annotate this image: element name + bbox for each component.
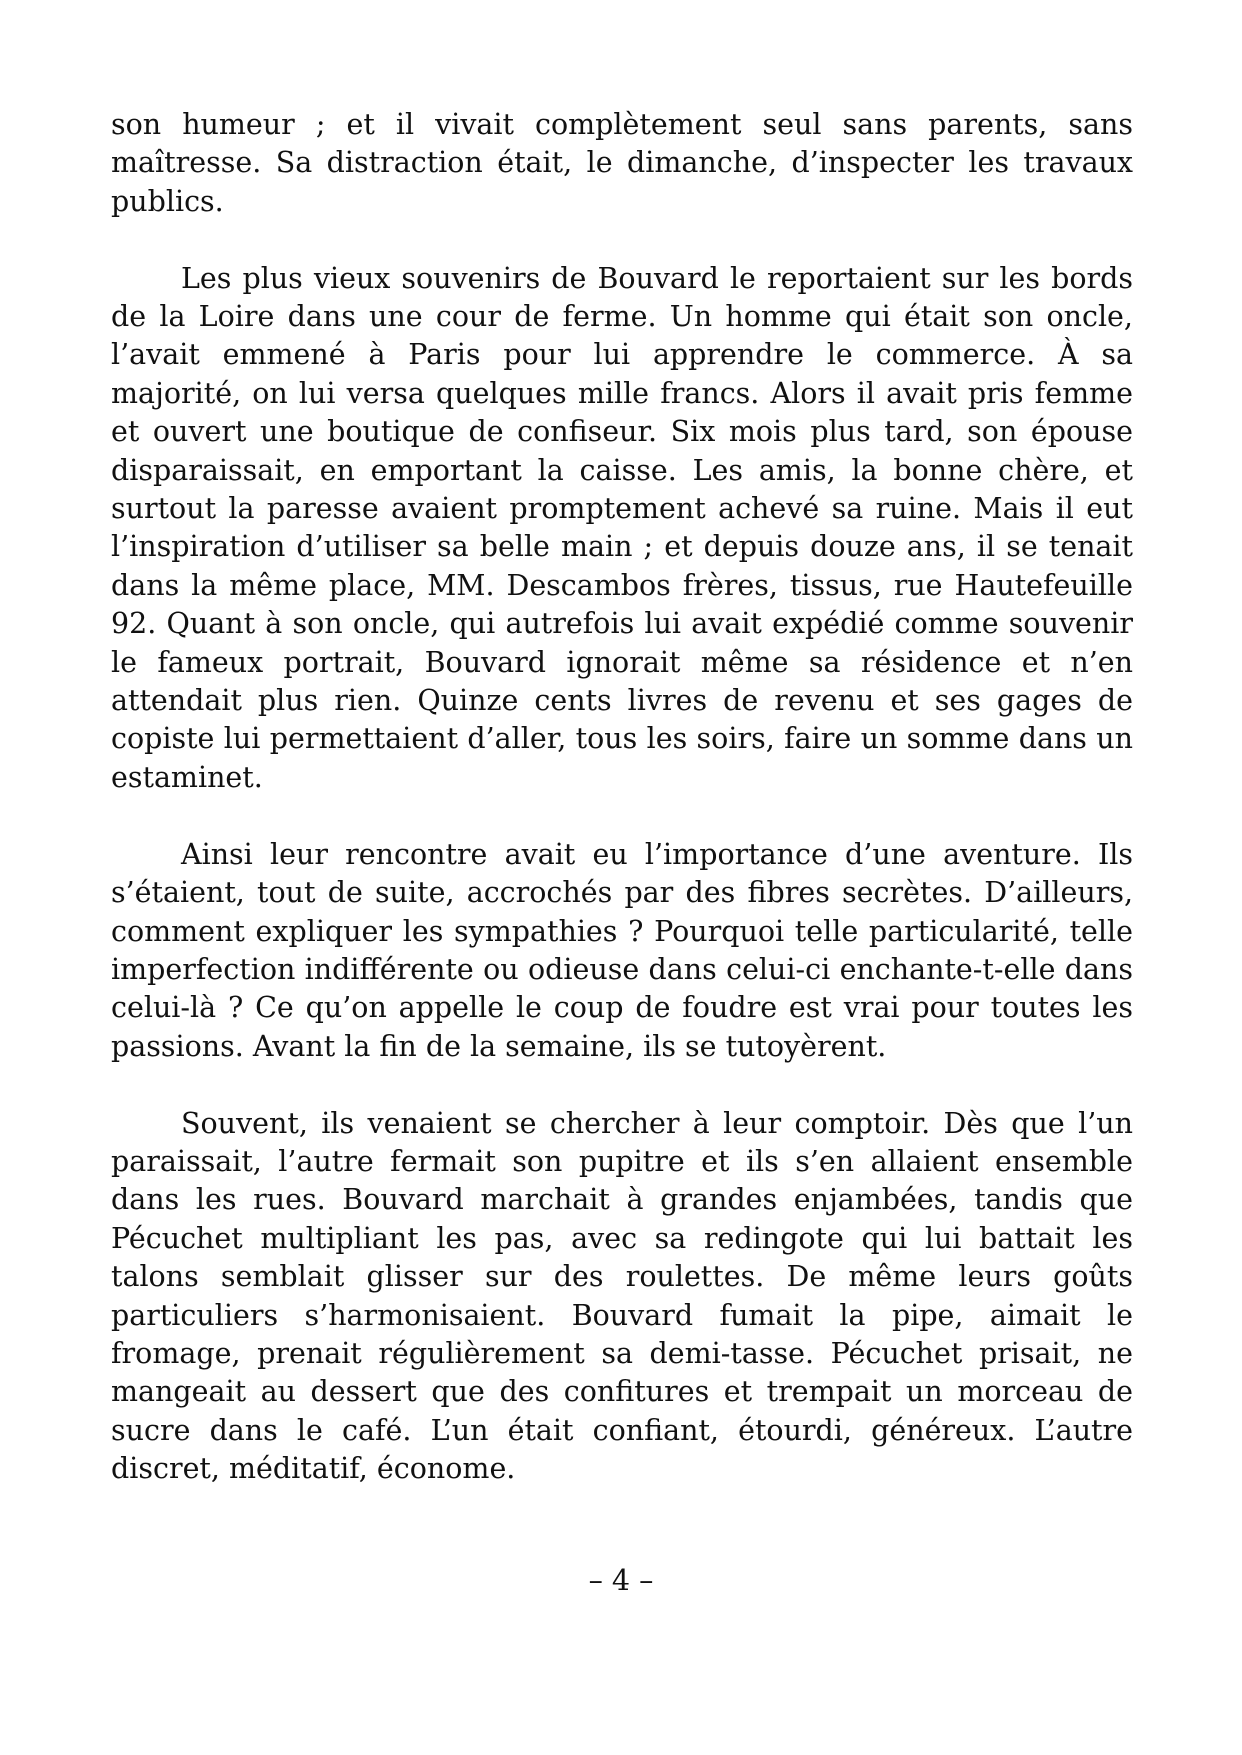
paragraph-1: son humeur ; et il vivait complètement seul sans parents, sans maîtresse. Sa distraction était, le dimanche, d’inspecter les travaux publics.: [111, 108, 1133, 218]
body-text: [111, 106, 1133, 1489]
paragraph-3: Ainsi leur rencontre avait eu l’importance d’une aventure. Ils s’étaient, tout de suite, accrochés par des fibres secrètes. D’ailleurs, comment expliquer les sympathies ? Pourquoi telle particularité, telle imperfection indifférente ou odieuse dans celui-ci enchante-t-elle dans celui-là ? Ce qu’on appelle le coup de foudre est vrai pour toutes les passions. Avant la fin de la semaine, ils se tutoyèrent.: [111, 837, 1133, 1063]
page-number: – 4 –: [588, 1564, 654, 1597]
paragraph-2: Les plus vieux souvenirs de Bouvard le reportaient sur les bords de la Loire dans une cour de ferme. Un homme qui était son oncle, l’avait emmené à Paris pour lui apprendre le commerce. À sa majorité, on lui versa quelques mille francs. Alors il avait pris femme et ouvert une boutique de confiseur. Six mois plus tard, son épouse disparaissait, en emportant la caisse. Les amis, la bonne chère, et surtout la paresse avaient promptement achevé sa ruine. Mais il eut l’inspiration d’utiliser sa belle main ; et depuis douze ans, il se tenait dans la même place, MM. Descambos frères, tissus, rue Hautefeuille 92. Quant à son oncle, qui autrefois lui avait expédié comme souvenir le fameux portrait, Bouvard ignorait même sa résidence et n’en attendait plus rien. Quinze cents livres de revenu et ses gages de copiste lui permettaient d’aller, tous les soirs, faire un somme dans un estaminet.: [111, 261, 1133, 794]
paragraph-4: Souvent, ils venaient se chercher à leur comptoir. Dès que l’un paraissait, l’autre fermait son pupitre et ils s’en allaient ensemble dans les rues. Bouvard marchait à grandes enjambées, tandis que Pécuchet multipliant les pas, avec sa redingote qui lui battait les talons semblait glisser sur des roulettes. De même leurs goûts particuliers s’harmonisaient. Bouvard fumait la pipe, aimait le fromage, prenait régulièrement sa demi-tasse. Pécuchet prisait, ne mangeait au dessert que des confitures et trempait un morceau de sucre dans le café. L’un était confiant, étourdi, généreux. L’autre discret, méditatif, économe.: [111, 1106, 1133, 1486]
